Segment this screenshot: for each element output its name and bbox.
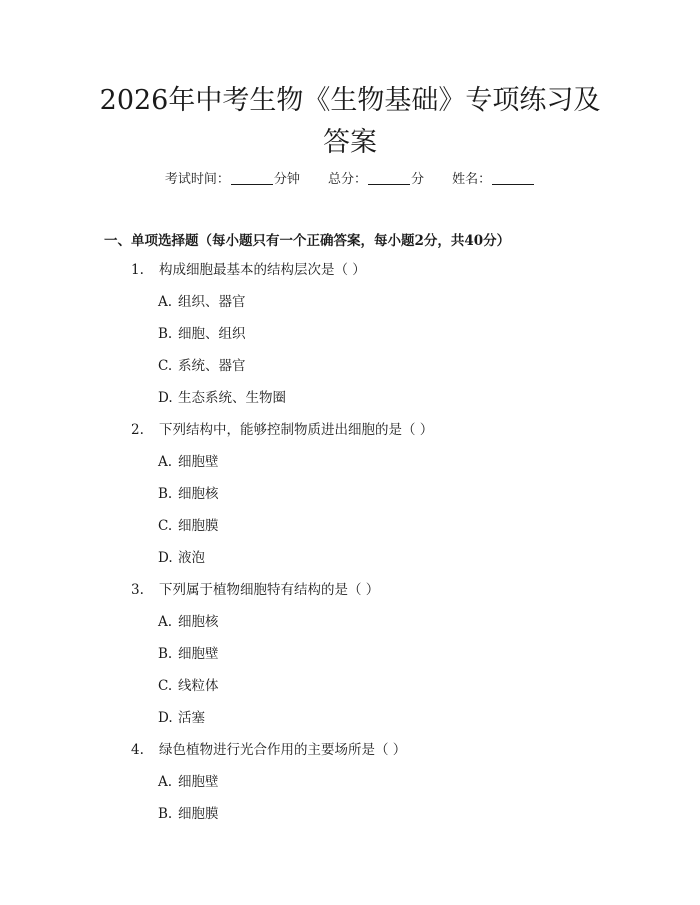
question-4-option-a (158, 773, 219, 791)
option-letter: C. (158, 518, 173, 534)
question-4-option-b (158, 805, 219, 823)
option-text: 液泡 (178, 550, 205, 566)
name-label: 姓名： (452, 172, 492, 187)
question-3-option-d (158, 709, 205, 727)
question-1-option-a (158, 293, 246, 311)
option-text: 细胞核 (178, 486, 219, 502)
option-text: 活塞 (178, 710, 205, 726)
option-letter: B. (158, 806, 173, 822)
option-text: 细胞膜 (178, 806, 219, 822)
total-score-label: 总分： (327, 172, 367, 187)
question-text: 下列结构中，能够控制物质进出细胞的是（ ） (159, 422, 434, 438)
option-letter: A. (158, 294, 173, 310)
exam-time-field (165, 172, 304, 187)
option-letter: D. (158, 390, 173, 406)
question-3-option-b (158, 645, 219, 663)
option-letter: A. (158, 454, 173, 470)
question-text: 构成细胞最基本的结构层次是（ ） (159, 262, 366, 278)
question-number: 3. (131, 582, 144, 598)
question-text: 绿色植物进行光合作用的主要场所是（ ） (159, 742, 407, 758)
question-2-option-b (158, 485, 219, 503)
question-number: 4. (131, 742, 144, 758)
question-1-option-d (158, 389, 286, 407)
question-3 (131, 581, 379, 599)
page-title: 2026年中考生物《生物基础》专项练习及答案 (99, 85, 601, 158)
option-text: 细胞、组织 (178, 326, 246, 342)
option-letter: B. (158, 326, 173, 342)
exam-time-unit: 分钟 (273, 172, 300, 187)
option-text: 细胞膜 (178, 518, 219, 534)
exam-meta-line (0, 168, 700, 187)
question-3-option-a (158, 613, 219, 631)
question-1-option-c (158, 357, 246, 375)
option-text: 线粒体 (178, 678, 219, 694)
exam-time-label: 考试时间： (164, 172, 230, 187)
name-blank (492, 184, 534, 185)
question-text: 下列属于植物细胞特有结构的是（ ） (159, 582, 380, 598)
option-text: 细胞壁 (178, 774, 219, 790)
question-4 (131, 741, 406, 759)
total-score-field (328, 172, 428, 187)
option-text: 细胞壁 (178, 454, 219, 470)
option-text: 组织、器官 (178, 294, 246, 310)
question-1-option-b (158, 325, 246, 343)
option-letter: C. (158, 358, 173, 374)
option-letter: B. (158, 486, 173, 502)
question-2-option-a (158, 453, 219, 471)
total-score-blank (368, 184, 410, 185)
option-letter: D. (158, 710, 173, 726)
option-letter: A. (158, 774, 173, 790)
option-text: 细胞壁 (178, 646, 219, 662)
name-field (452, 172, 535, 187)
question-2-option-c (158, 517, 219, 535)
question-2-option-d (158, 549, 205, 567)
question-number: 1. (131, 262, 144, 278)
total-score-unit: 分 (411, 172, 425, 187)
option-letter: B. (158, 646, 173, 662)
option-text: 细胞核 (178, 614, 219, 630)
section-heading: 一、单项选择题（每小题只有一个正确答案，每小题2分，共40分） (104, 233, 511, 249)
option-letter: C. (158, 678, 173, 694)
option-letter: A. (158, 614, 173, 630)
question-3-option-c (158, 677, 219, 695)
question-2 (131, 421, 433, 439)
question-1 (131, 261, 366, 279)
option-letter: D. (158, 550, 173, 566)
option-text: 生态系统、生物圈 (178, 390, 286, 406)
question-number: 2. (131, 422, 144, 438)
exam-time-blank (231, 184, 273, 185)
option-text: 系统、器官 (178, 358, 246, 374)
